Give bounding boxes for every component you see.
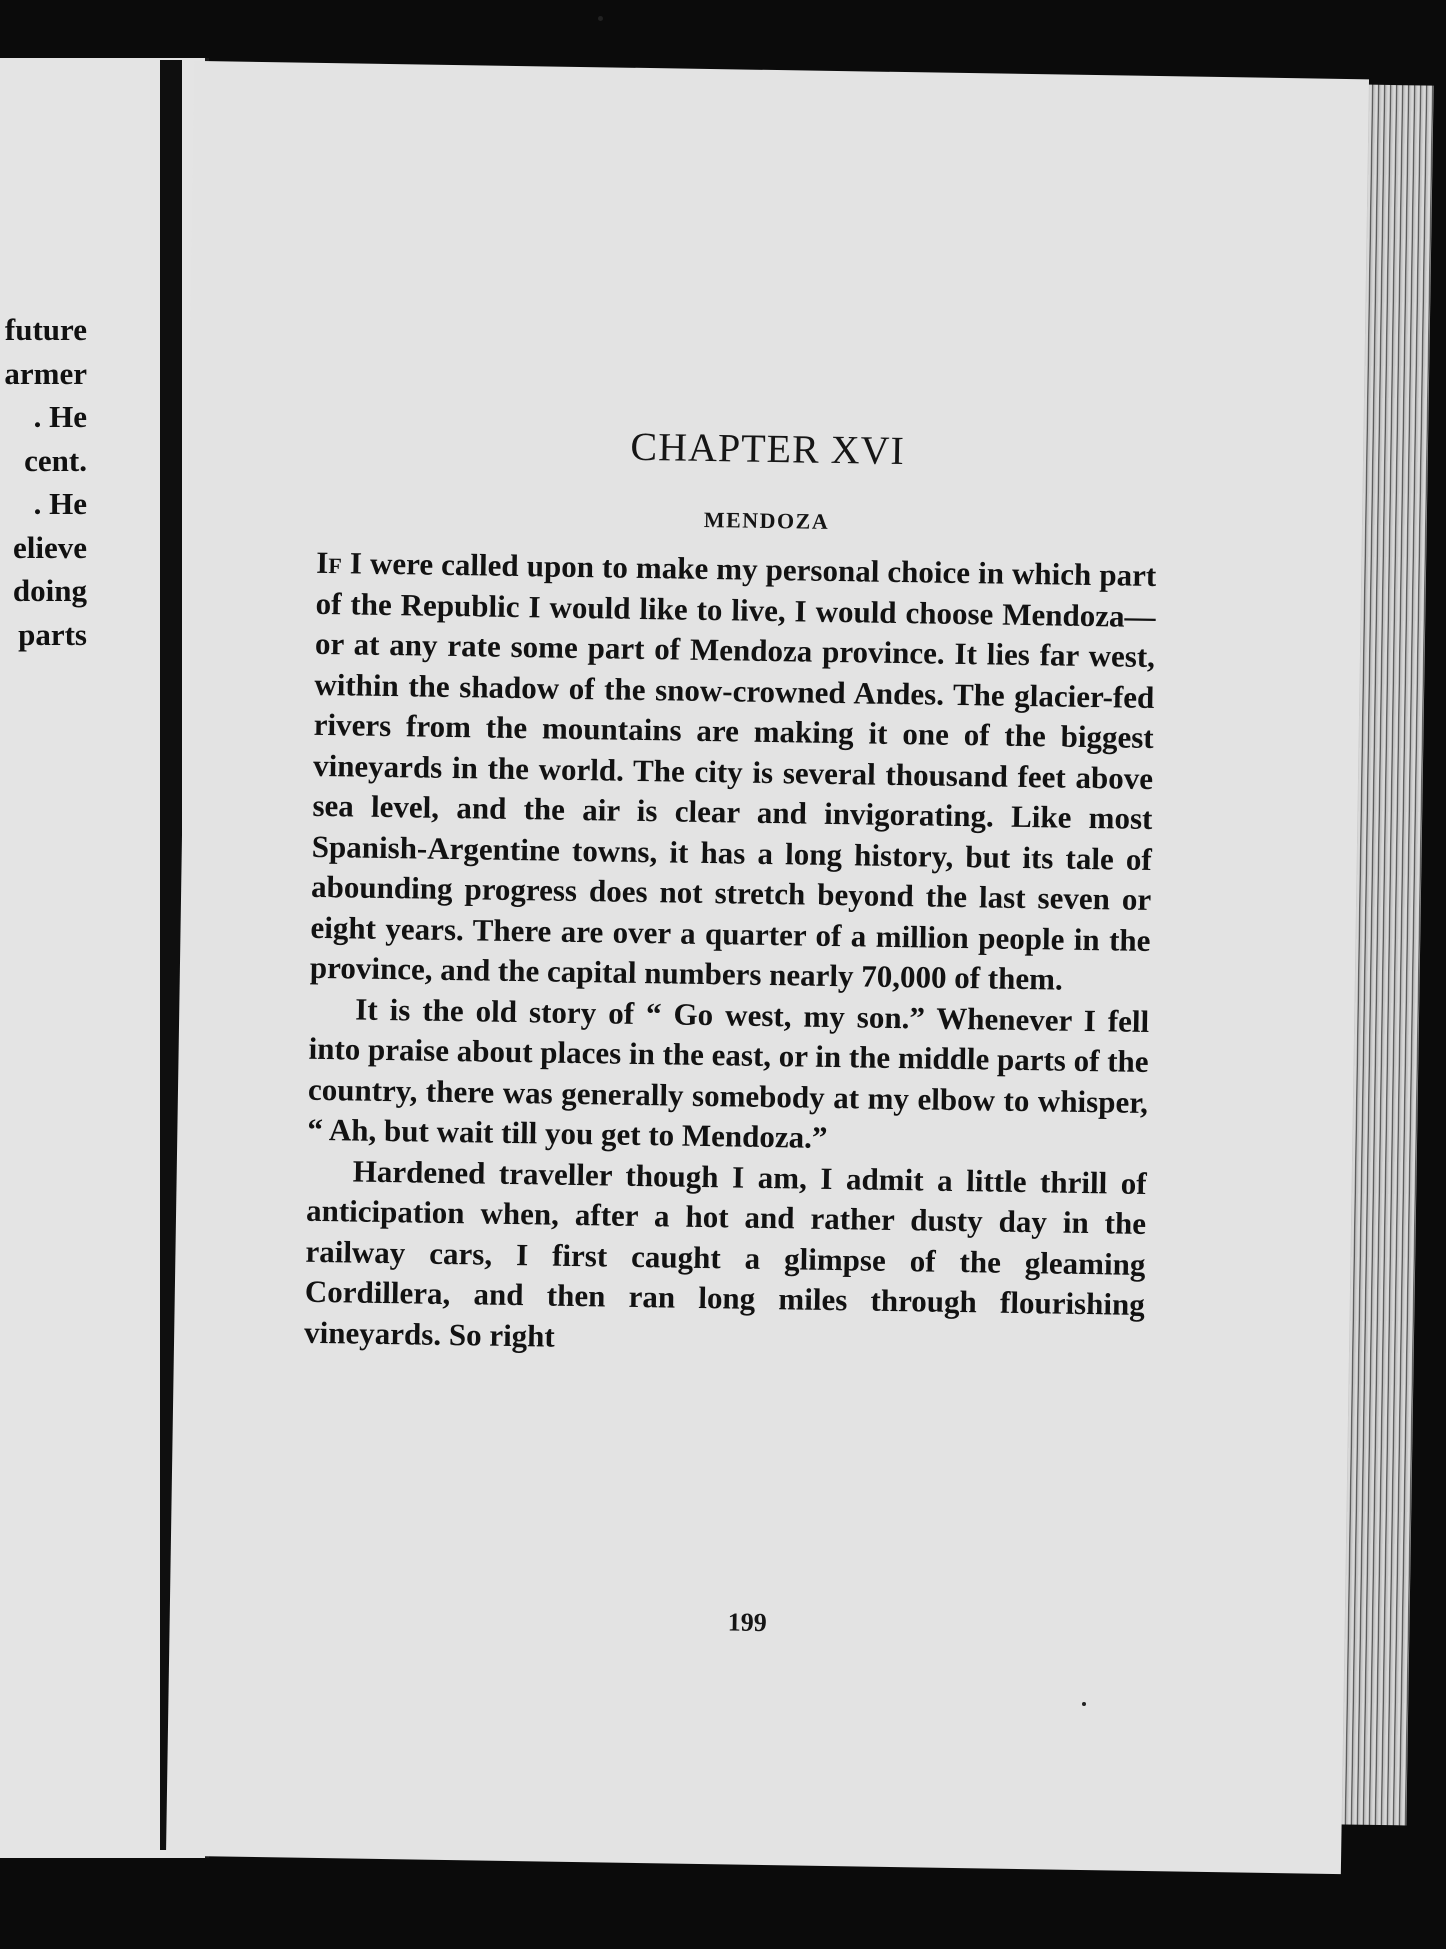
body-text xyxy=(304,543,1157,1366)
paragraph-1 xyxy=(310,543,1157,1002)
main-page xyxy=(166,61,1369,1874)
paragraph-text: I were called upon to make my personal choice in which part of the Republic I would like to live, I would choose Mendoza—or at any rate some part of Mendoza province. It lies far west, within the shadow of the snow-crowned Andes. The glacier-fed rivers from the mountains are making it one of the biggest vineyards in the world. The city is several thousand feet above sea level, and the air is clear and invigorating. Like most Spanish-Argentine towns, it has a long history, but its tale of abounding progress does not stretch beyond the last seven or eight years. There are over a quarter of a million people in the province, and the capital numbers nearly 70,000 of them. xyxy=(309,545,1157,997)
left-line: elieve xyxy=(12,529,87,565)
chapter-title: CHAPTER XVI xyxy=(630,423,906,474)
page-number: 199 xyxy=(727,1607,767,1638)
dust-speck xyxy=(598,16,603,21)
dropcap: If xyxy=(316,544,343,581)
paragraph-3: Hardened traveller though I am, I admit a little thrill of anticipation when, after a hot and rather dusty day in the railway cars, I first caught a glimpse of the gleaming Cordillera, and then ran long miles through flourishing vineyards. So right xyxy=(303,1153,1147,1354)
left-line: doing xyxy=(12,573,87,608)
left-line: armer xyxy=(4,355,87,391)
paragraph-2: It is the old story of “ Go west, my son.” Whenever I fell into praise about places in the east, or in the middle parts of the country, there was generally somebody at my elbow to whisper, “ Ah, but wait till you get to Mendoza.” xyxy=(307,991,1150,1155)
left-line: . He xyxy=(33,486,87,521)
left-line: cent. xyxy=(24,442,87,478)
section-title: MENDOZA xyxy=(703,506,830,534)
dust-speck xyxy=(1082,1702,1086,1706)
left-line: parts xyxy=(18,616,87,652)
left-line: . He xyxy=(33,399,87,434)
left-page-text-fragments xyxy=(0,308,87,656)
left-line: future xyxy=(4,312,87,347)
